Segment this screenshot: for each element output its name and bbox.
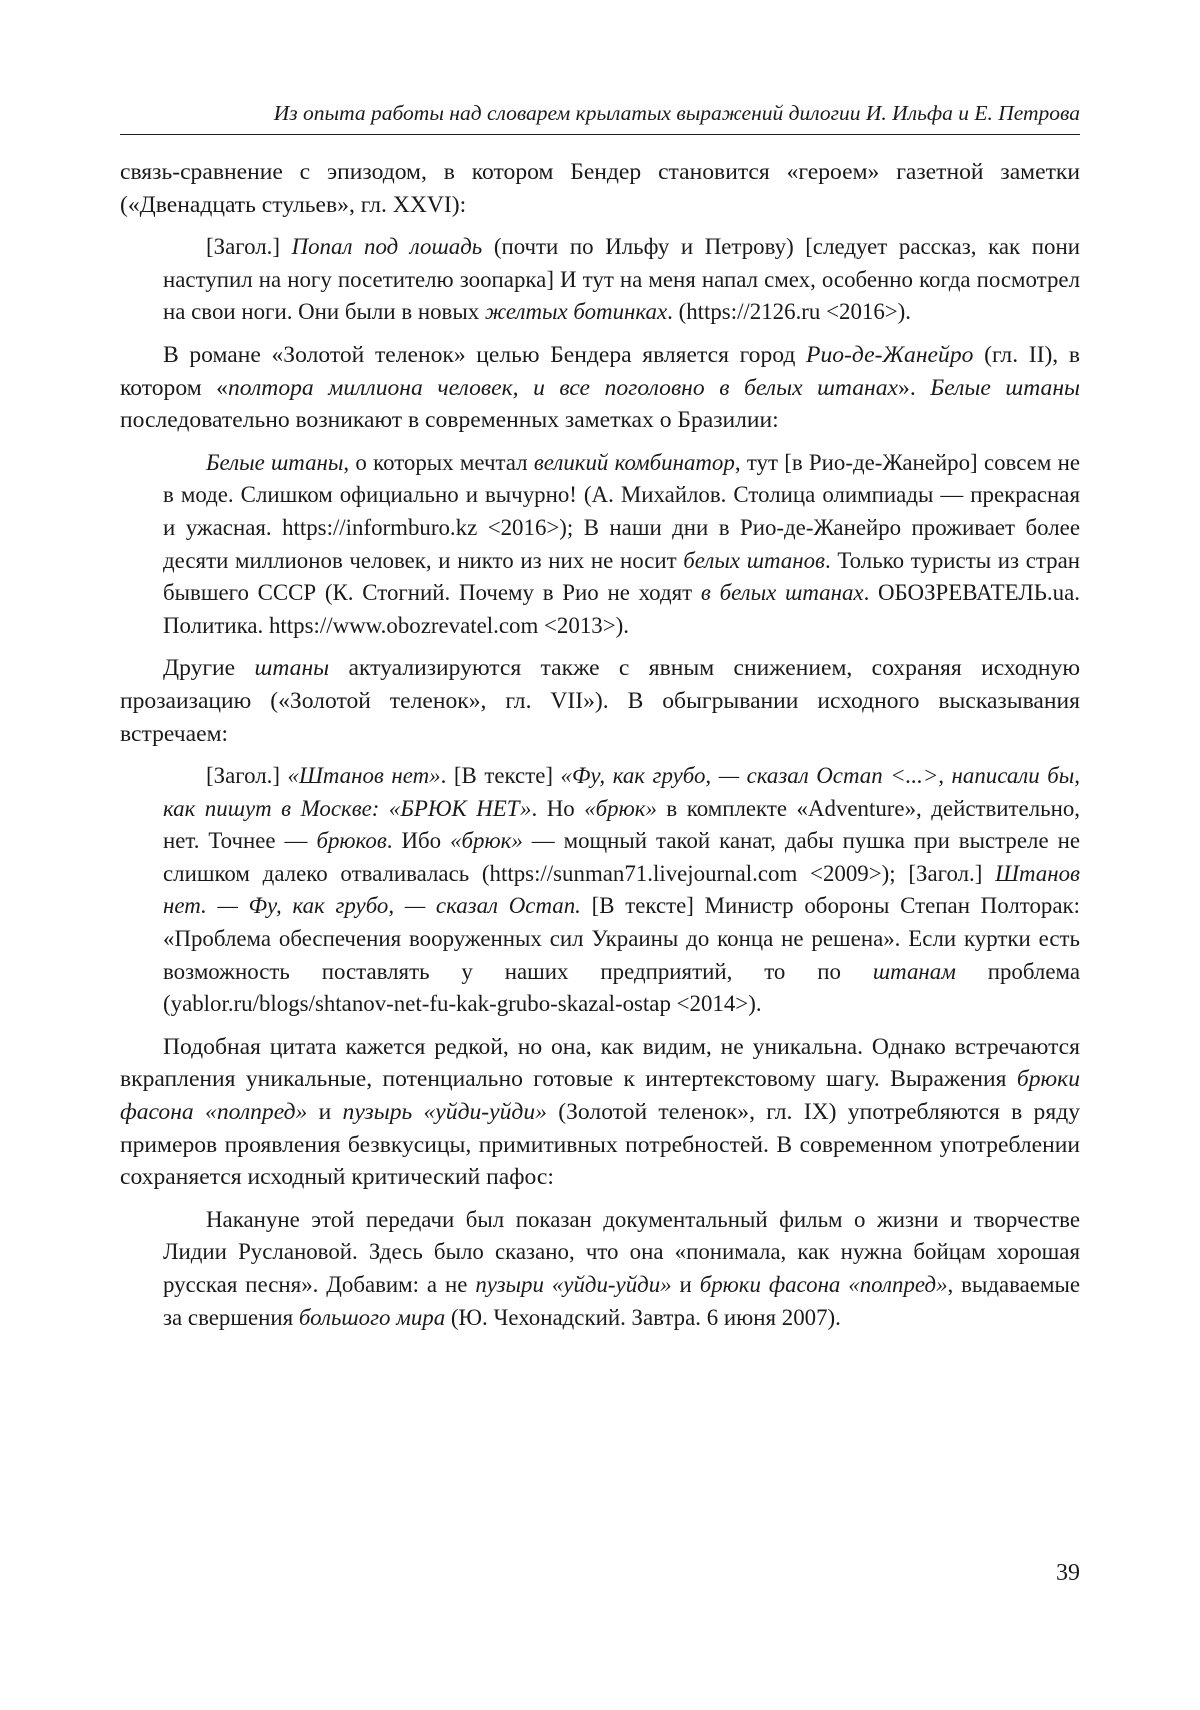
paragraph: [120, 339, 1080, 437]
italic-segment: великий комбинатор: [533, 449, 735, 475]
italic-segment: «брюк»: [584, 795, 657, 821]
quote-text: [163, 231, 1080, 329]
italic-segment: Штанов нет. — Фу, как грубо, — сказал Остап.: [163, 860, 1080, 919]
page-body: [120, 156, 1080, 1344]
italic-segment: Рио-де-Жанейро: [806, 341, 974, 368]
text-segment: и: [671, 1272, 700, 1297]
paragraph: [120, 1031, 1080, 1194]
page-number: 39: [1056, 1560, 1080, 1586]
text-segment: последовательно возникают в современных заметках о Бразилии:: [120, 407, 779, 434]
italic-segment: Попал под лошадь: [291, 234, 483, 260]
quote-text: [163, 760, 1080, 1021]
italic-segment: желтых ботинках: [484, 299, 668, 325]
quote-text: [163, 447, 1080, 643]
text-segment: Другие: [163, 655, 255, 682]
text-segment: проблема (yablor.ru/blogs/shtanov-net-fu-kak-grubo-skazal-ostap <2014>).: [163, 958, 1081, 1017]
text-segment: [Загол.]: [206, 234, 292, 260]
block-quote: [163, 231, 1080, 329]
italic-segment: полтора миллиона человек, и все поголовно в белых штанах: [227, 374, 899, 401]
text-segment: [Загол.]: [206, 763, 288, 789]
italic-segment: Белые штаны: [206, 449, 344, 475]
quote-text: [163, 1204, 1080, 1334]
text-segment: . Ибо: [386, 828, 451, 854]
text-segment: . ОБОЗРЕВАТЕЛЬ.ua. Политика. https://www.obozrevatel.com <2013>).: [163, 580, 1080, 638]
italic-segment: пузыри «уйди-уйди»: [475, 1272, 672, 1297]
text-segment: и: [307, 1099, 343, 1126]
text-segment: . Но: [531, 795, 585, 821]
italic-segment: пузырь «уйди-уйди»: [342, 1099, 547, 1126]
text-segment: (Ю. Чехонадский. Завтра. 6 июня 2007).: [445, 1304, 841, 1330]
text-segment: Подобная цитата кажется редкой, но она, как видим, не уникальна. Однако встречаются вкрапления уникальные, потенциально готовые к интертекстовому шагу. Выражения: [120, 1033, 1080, 1093]
header-rule: [120, 134, 1080, 135]
italic-segment: «Штанов нет»: [287, 763, 441, 789]
italic-segment: брюки фасона «полпред»: [699, 1272, 948, 1297]
text-segment: . Только туристы из стран бывшего СССР (К. Стогний. Почему в Рио не ходят: [163, 547, 1080, 606]
text-segment: (гл. II), в котором «: [120, 341, 1080, 401]
block-quote: [163, 447, 1080, 643]
italic-segment: в белых штанах: [700, 580, 864, 606]
running-header: Из опыта работы над словарем крылатых выражений дилогии И. Ильфа и Е. Петрова: [273, 101, 1080, 125]
text-segment: , о которых мечтал: [343, 449, 534, 475]
italic-segment: белых штанов: [683, 547, 825, 573]
text-segment: . (https://2126.ru <2016>).: [667, 299, 912, 325]
italic-segment: брюков: [316, 828, 387, 854]
text-segment: (почти по Ильфу и Петрову) [следует рассказ, как пони наступил на ногу посетителю зоопарка] И тут на меня напал смех, особенно когда посмотрел на свои ноги. Они были в новых: [163, 234, 1080, 325]
text-segment: . [В тексте]: [440, 763, 561, 789]
italic-segment: большого мира: [298, 1304, 446, 1330]
text-segment: [В тексте] Министр обороны Степан Полторак: «Проблема обеспечения вооруженных сил Украины до конца не решена». Если куртки есть возможность поставлять у наших предприятий, то по: [163, 893, 1081, 984]
italic-segment: штанам: [872, 958, 956, 984]
block-quote: [163, 1204, 1080, 1334]
text-segment: ».: [898, 374, 931, 401]
paragraph: [120, 652, 1080, 750]
text-segment: (Золотой теленок», гл. IX) употребляются в ряду примеров проявления безвкусицы, примитивных потребностей. В современном употреблении сохраняется исходный критический пафос:: [120, 1099, 1080, 1191]
italic-segment: «брюк»: [450, 828, 523, 854]
italic-segment: «Фу, как грубо, — сказал Остап <...>, написали бы, как пишут в Москве: «БРЮК НЕТ»: [163, 763, 1080, 821]
italic-segment: брюки фасона «полпред»: [120, 1066, 1080, 1126]
text-segment: актуализируются также с явным снижением, сохраняя исходную прозаизацию («Золотой теленок», гл. VII»). В обыгрывании исходного высказывания встречаем:: [120, 655, 1080, 747]
italic-segment: штаны: [254, 655, 330, 682]
text-segment: в комплекте «Adventure», действительно, нет. Точнее —: [163, 795, 1080, 854]
italic-segment: Белые штаны: [930, 374, 1081, 401]
text-segment: В романе «Золотой теленок» целью Бендера является город: [163, 341, 807, 368]
paragraph: [120, 156, 1080, 221]
text-segment: — мощный такой канат, дабы пушка при выстреле не слишком далеко отваливалась (https://sunman71.livejournal.com <2009>); [Загол.]: [163, 828, 1081, 886]
text-segment: , выдаваемые за свершения: [163, 1272, 1081, 1330]
text-segment: , тут [в Рио-де-Жанейро] совсем не в моде. Слишком официально и вычурно! (А. Михайлов. Столица олимпиады — прекрасная и ужасная. https://informburo.kz <2016>); В наши дни в Рио-де-Жанейро проживает более десяти миллионов человек, и никто из них не носит: [163, 449, 1080, 573]
text-segment: Накануне этой передачи был показан документальный фильм о жизни и творчестве Лидии Руслановой. Здесь было сказано, что она «понимала, как нужна бойцам хорошая русская песня». Добавим: а не: [163, 1206, 1080, 1297]
text-segment: связь-сравнение с эпизодом, в котором Бендер становится «героем» газетной заметки («Двенадцать стульев», гл. XXVI):: [120, 159, 1080, 218]
block-quote: [163, 760, 1080, 1021]
